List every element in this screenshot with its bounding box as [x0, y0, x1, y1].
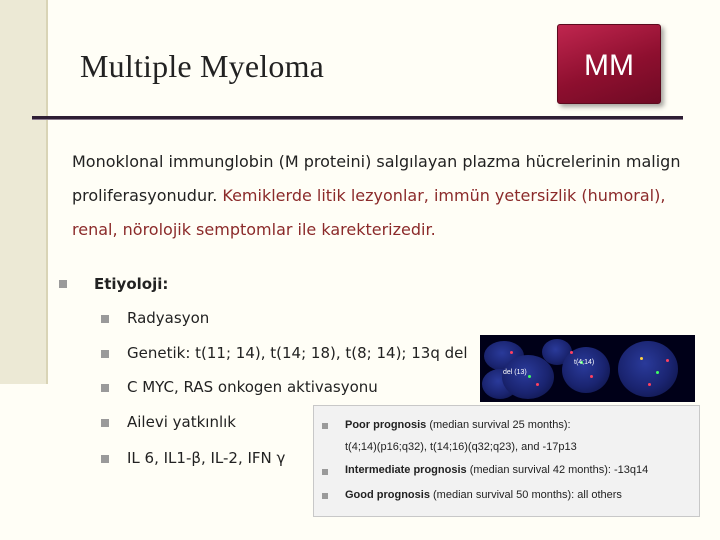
bullet-icon — [101, 455, 109, 463]
prognosis-intermediate-detail: (median survival 42 months): -13q14 — [469, 464, 649, 476]
bullet-icon — [322, 469, 328, 475]
etiology-item: IL 6, IL1-β, IL-2, IFN γ — [127, 449, 286, 467]
prognosis-good-label: Good prognosis — [345, 489, 430, 501]
etiology-item: Genetik: t(11; 14), t(14; 18), t(8; 14); 13q del — [127, 344, 468, 362]
bullet-icon — [322, 423, 328, 429]
prognosis-poor-label: Poor prognosis — [345, 419, 427, 431]
slide-title: Multiple Myeloma — [80, 48, 325, 84]
prognosis-intermediate-label: Intermediate prognosis — [345, 464, 467, 476]
etiology-item: Ailevi yatkınlık — [127, 413, 236, 431]
nucleus-cell — [562, 347, 610, 393]
fish-signal-dot — [666, 359, 669, 362]
micrograph-label: del (13) — [503, 369, 527, 376]
fish-signal-dot — [590, 375, 593, 378]
fish-signal-dot — [528, 375, 531, 378]
fish-signal-dot — [656, 371, 659, 374]
micrograph-label: t(4;14) — [574, 359, 595, 366]
bullet-icon — [101, 315, 109, 323]
bullet-icon — [101, 384, 109, 392]
fish-signal-dot — [570, 351, 573, 354]
intro-text-part1: Monoklonal immunglobin (M proteini) salgılayan plazma hücrelerinin malign proliferasyonudur. — [72, 152, 681, 205]
prognosis-poor-line2: t(4;14)(p16;q32), t(14;16)(q32;q23), and -17p13 — [345, 441, 577, 453]
left-band-edge — [46, 0, 48, 384]
bullet-icon — [322, 493, 328, 499]
intro-text-part2: Kemiklerde litik lezyonlar, immün yetersizlik (humoral), renal, nörolojik semptomlar ile karekterizedir. — [72, 186, 666, 239]
etiology-item: Radyasyon — [127, 309, 210, 327]
prognosis-intermediate — [345, 464, 648, 476]
left-decorative-band — [0, 0, 47, 384]
prognosis-box — [313, 405, 700, 517]
etiology-heading: Etiyoloji: — [94, 275, 169, 293]
prognosis-poor-detail: (median survival 25 months): — [429, 419, 571, 431]
intro-paragraph — [72, 145, 692, 247]
prognosis-poor — [345, 419, 571, 431]
fish-signal-dot — [510, 351, 513, 354]
bullet-icon — [59, 280, 67, 288]
mm-badge-label: MM — [584, 49, 634, 82]
nucleus-cell — [618, 341, 678, 397]
etiology-item: C MYC, RAS onkogen aktivasyonu — [127, 378, 378, 396]
mm-badge — [557, 24, 661, 104]
fish-signal-dot — [648, 383, 651, 386]
bullet-icon — [101, 350, 109, 358]
fish-signal-dot — [536, 383, 539, 386]
fish-signal-dot — [640, 357, 643, 360]
prognosis-good — [345, 489, 622, 501]
prognosis-good-detail: (median survival 50 months): all others — [433, 489, 622, 501]
title-divider-shadow — [32, 119, 683, 120]
bullet-icon — [101, 419, 109, 427]
fish-micrograph — [480, 335, 695, 402]
